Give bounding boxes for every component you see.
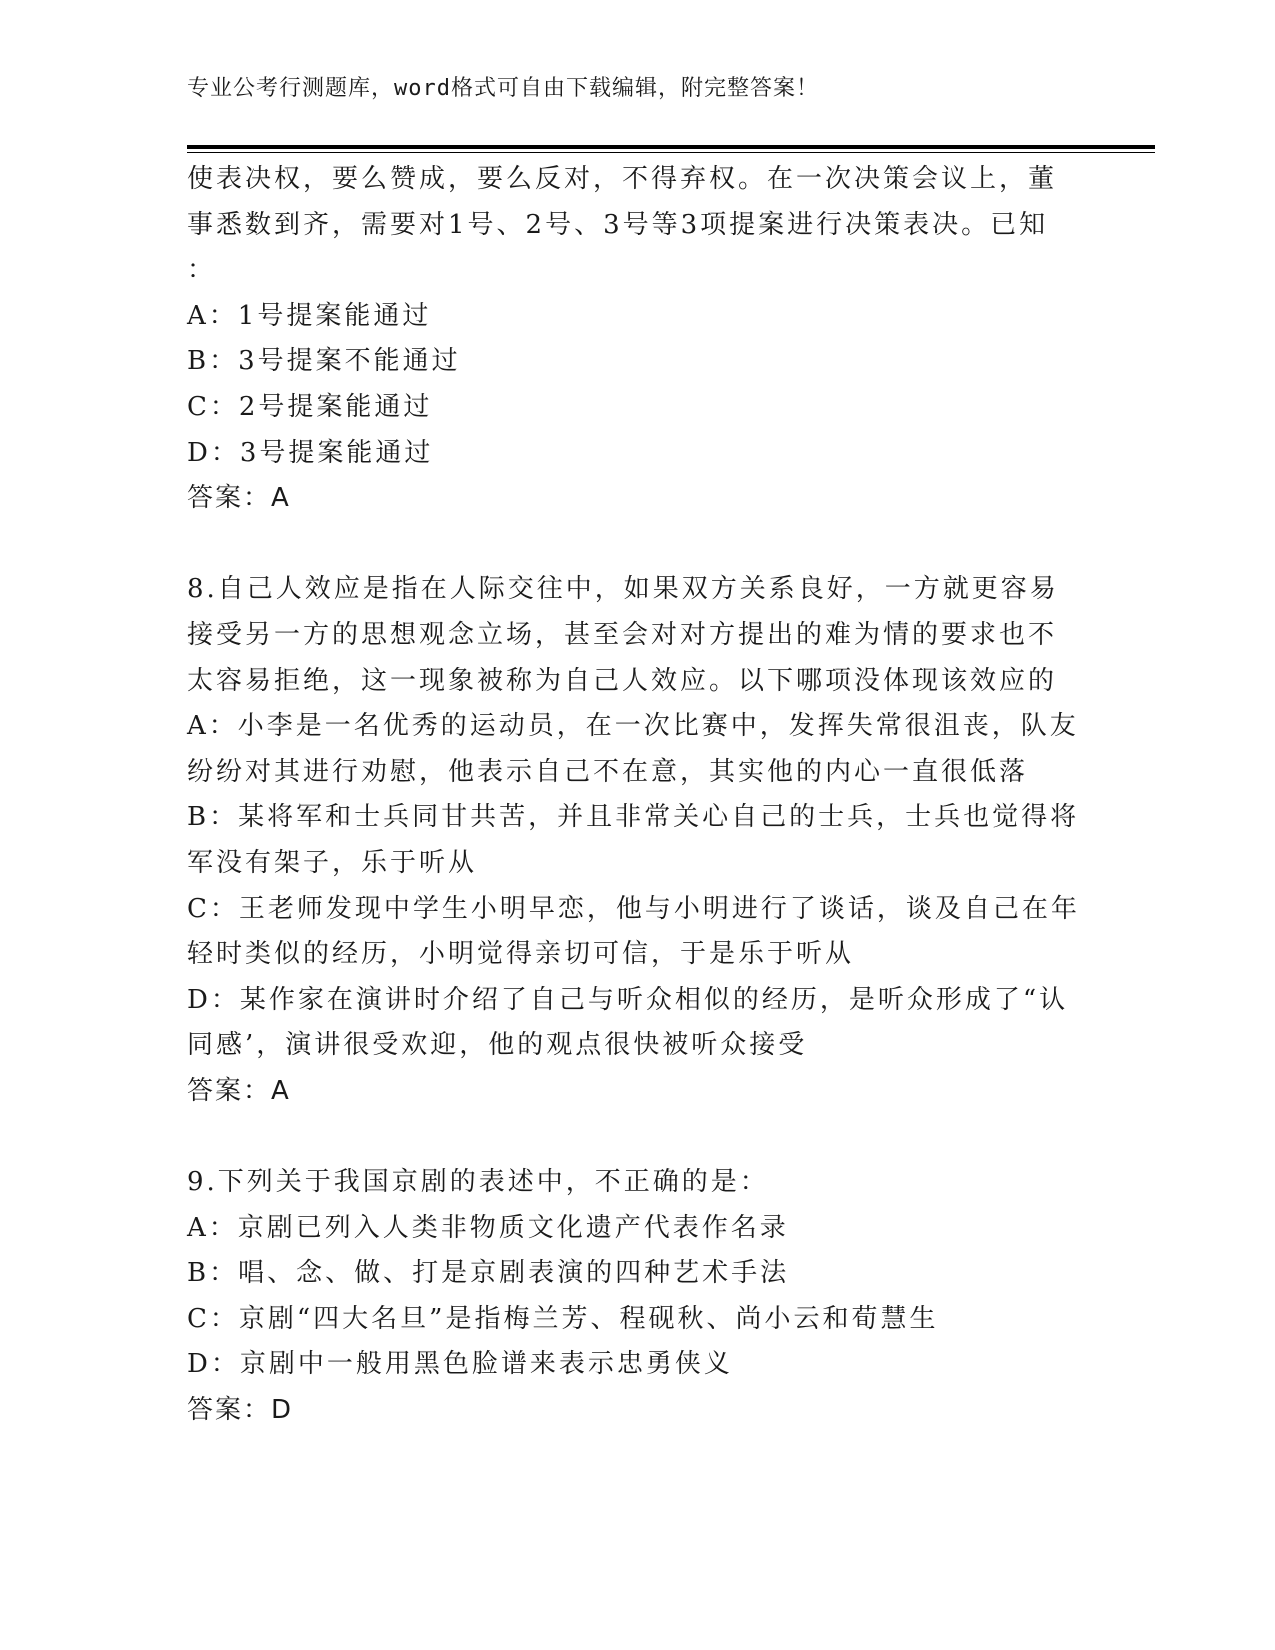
q7-answer: 答案：A xyxy=(187,483,291,514)
q9-answer: 答案：D xyxy=(187,1395,294,1426)
q8-option-d: D：某作家在演讲时介绍了自己与听众相似的经历，是听众形成了“认 xyxy=(187,984,1069,1015)
q9-stem-line: 9.下列关于我国京剧的表述中，不正确的是： xyxy=(187,1167,769,1198)
q8-option-a-cont: 纷纷对其进行劝慰，他表示自己不在意，其实他的内心一直很低落 xyxy=(187,756,1029,787)
spacer xyxy=(187,522,1067,568)
q7-option-c: C：2号提案能通过 xyxy=(187,391,433,422)
q9-option-b: B：唱、念、做、打是京剧表演的四种艺术手法 xyxy=(187,1258,790,1289)
q8-option-c-cont: 轻时类似的经历，小明觉得亲切可信，于是乐于听从 xyxy=(187,939,855,970)
question-9 xyxy=(187,1160,1067,1434)
q7-option-a: A：1号提案能通过 xyxy=(187,300,432,331)
q7-option-b: B：3号提案不能通过 xyxy=(187,346,461,377)
q8-stem-line: 太容易拒绝，这一现象被称为自己人效应。以下哪项没体现该效应的 xyxy=(187,665,1058,696)
q7-stem-line: 使表决权，要么赞成，要么反对，不得弃权。在一次决策会议上，董 xyxy=(187,164,1058,194)
q9-option-c: C：京剧“四大名旦”是指梅兰芳、程砚秋、尚小云和荀慧生 xyxy=(187,1303,939,1334)
q8-option-a: A：小李是一名优秀的运动员，在一次比赛中，发挥失常很沮丧，队友 xyxy=(187,711,1079,742)
q8-option-b-cont: 军没有架子，乐于听从 xyxy=(187,847,478,878)
q7-option-d: D：3号提案能通过 xyxy=(187,437,434,468)
q9-option-a: A：京剧已列入人类非物质文化遗产代表作名录 xyxy=(187,1212,789,1243)
header-rule-thin xyxy=(187,152,1155,153)
q8-stem-line: 8.自己人效应是指在人际交往中，如果双方关系良好，一方就更容易 xyxy=(187,574,1059,605)
page-header: 专业公考行测题库，word格式可自由下载编辑，附完整答案！ xyxy=(187,76,819,101)
q8-answer: 答案：A xyxy=(187,1075,291,1106)
q8-option-c: C：王老师发现中学生小明早恋，他与小明进行了谈话，谈及自己在年 xyxy=(187,893,1080,924)
spacer xyxy=(187,1114,1067,1160)
question-7 xyxy=(187,157,1067,522)
q9-option-d: D：京剧中一般用黑色脸谱来表示忠勇侠义 xyxy=(187,1349,733,1380)
q8-option-d-cont: 同感’，演讲很受欢迎，他的观点很快被听众接受 xyxy=(187,1030,808,1061)
q7-stem-line: ： xyxy=(187,255,217,286)
q8-stem-line: 接受另一方的思想观念立场，甚至会对对方提出的难为情的要求也不 xyxy=(187,619,1058,650)
question-8 xyxy=(187,567,1080,1114)
question-content xyxy=(187,157,1080,1434)
q7-stem-line: 事悉数到齐，需要对1号、2号、3号等3项提案进行决策表决。已知 xyxy=(187,209,1049,240)
q8-option-b: B：某将军和士兵同甘共苦，并且非常关心自己的士兵，士兵也觉得将 xyxy=(187,802,1080,833)
header-rule-thick xyxy=(187,145,1155,149)
